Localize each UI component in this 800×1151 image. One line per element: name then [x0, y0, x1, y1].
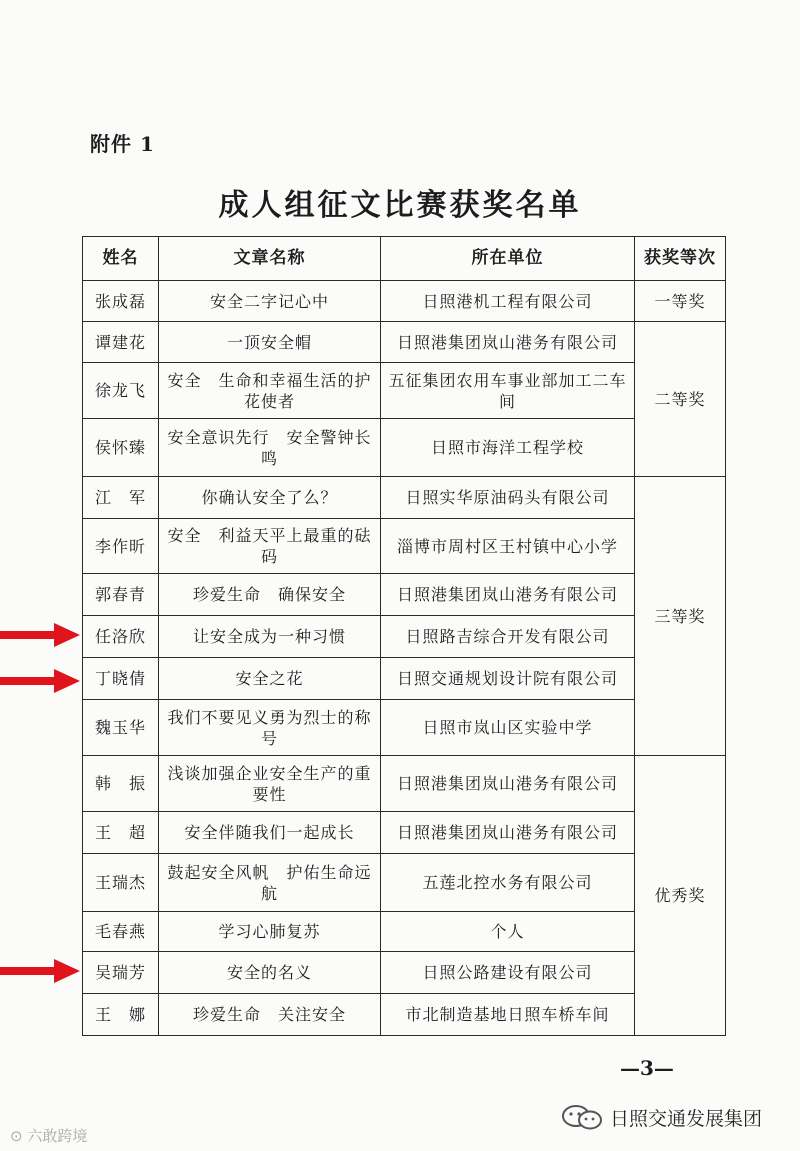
cell-name: 任洛欣 — [83, 616, 159, 658]
cell-unit: 日照港集团岚山港务有限公司 — [381, 756, 635, 812]
table-row — [83, 616, 726, 658]
cell-unit: 市北制造基地日照车桥车间 — [381, 994, 635, 1036]
attachment-label: 附件 1 — [90, 132, 155, 156]
cell-unit: 淄博市周村区王村镇中心小学 — [381, 519, 635, 574]
cell-article: 让安全成为一种习惯 — [159, 616, 381, 658]
table-row — [83, 700, 726, 756]
cell-unit: 日照市岚山区实验中学 — [381, 700, 635, 756]
table-row — [83, 419, 726, 477]
cell-award-first: 一等奖 — [635, 281, 726, 322]
cell-name: 王 超 — [83, 812, 159, 854]
table-row — [83, 658, 726, 700]
cell-article: 你确认安全了么？ — [159, 477, 381, 519]
cell-article: 安全二字记心中 — [159, 281, 381, 322]
cell-article: 安全之花 — [159, 658, 381, 700]
header-unit: 所在单位 — [381, 237, 635, 281]
watermark-right-text: 日照交通发展集团 — [610, 1107, 763, 1130]
header-award: 获奖等次 — [635, 237, 726, 281]
cell-unit: 日照公路建设有限公司 — [381, 952, 635, 994]
cell-name: 王瑞杰 — [83, 854, 159, 912]
page-number: —3— — [620, 1056, 674, 1080]
cell-article: 安全 利益天平上最重的砝码 — [159, 519, 381, 574]
table-row — [83, 994, 726, 1036]
cell-name: 李作昕 — [83, 519, 159, 574]
cell-name: 魏玉华 — [83, 700, 159, 756]
cell-name: 徐龙飞 — [83, 363, 159, 419]
cell-unit: 日照港集团岚山港务有限公司 — [381, 322, 635, 363]
cell-article: 学习心肺复苏 — [159, 912, 381, 952]
cell-name: 王 娜 — [83, 994, 159, 1036]
cell-unit: 日照港集团岚山港务有限公司 — [381, 574, 635, 616]
cell-unit: 日照港集团岚山港务有限公司 — [381, 812, 635, 854]
watermark-logo-icon: ⊙ — [10, 1127, 28, 1145]
wechat-logo-icon — [560, 1103, 604, 1131]
cell-article: 安全意识先行 安全警钟长鸣 — [159, 419, 381, 477]
cell-name: 吴瑞芳 — [83, 952, 159, 994]
page-title: 成人组征文比赛获奖名单 — [218, 188, 582, 223]
table-row — [83, 322, 726, 363]
cell-name: 毛春燕 — [83, 912, 159, 952]
table-row — [83, 812, 726, 854]
cell-unit: 日照交通规划设计院有限公司 — [381, 658, 635, 700]
cell-name: 丁晓倩 — [83, 658, 159, 700]
header-article: 文章名称 — [159, 237, 381, 281]
cell-award-excellent: 优秀奖 — [635, 756, 726, 1036]
cell-name: 郭春青 — [83, 574, 159, 616]
cell-unit: 日照实华原油码头有限公司 — [381, 477, 635, 519]
table-header-row — [83, 237, 726, 281]
cell-name: 韩 振 — [83, 756, 159, 812]
cell-unit: 个人 — [381, 912, 635, 952]
cell-award-third: 三等奖 — [635, 477, 726, 756]
cell-article: 浅谈加强企业安全生产的重要性 — [159, 756, 381, 812]
cell-article: 我们不要见义勇为烈士的称号 — [159, 700, 381, 756]
cell-unit: 日照市海洋工程学校 — [381, 419, 635, 477]
table-row — [83, 519, 726, 574]
watermark-left — [10, 1125, 87, 1146]
table-row — [83, 854, 726, 912]
watermark-right — [560, 1103, 790, 1131]
cell-article: 一顶安全帽 — [159, 322, 381, 363]
cell-unit: 日照港机工程有限公司 — [381, 281, 635, 322]
table-row — [83, 281, 726, 322]
red-arrow-icon — [0, 668, 80, 694]
table-row — [83, 912, 726, 952]
award-table — [82, 236, 726, 1036]
table-row — [83, 952, 726, 994]
cell-name: 江 军 — [83, 477, 159, 519]
cell-article: 珍爱生命 关注安全 — [159, 994, 381, 1036]
cell-unit: 五莲北控水务有限公司 — [381, 854, 635, 912]
table-row — [83, 477, 726, 519]
cell-article: 安全的名义 — [159, 952, 381, 994]
cell-article: 鼓起安全风帆 护佑生命远航 — [159, 854, 381, 912]
cell-unit: 日照路吉综合开发有限公司 — [381, 616, 635, 658]
cell-unit: 五征集团农用车事业部加工二车间 — [381, 363, 635, 419]
cell-name: 张成磊 — [83, 281, 159, 322]
table-row — [83, 363, 726, 419]
watermark-left-text: 六敢跨境 — [27, 1127, 88, 1145]
red-arrow-icon — [0, 958, 80, 984]
cell-award-second: 二等奖 — [635, 322, 726, 477]
header-name: 姓名 — [83, 237, 159, 281]
cell-article: 安全伴随我们一起成长 — [159, 812, 381, 854]
cell-name: 侯怀臻 — [83, 419, 159, 477]
red-arrow-icon — [0, 622, 80, 648]
table-row — [83, 574, 726, 616]
cell-article: 安全 生命和幸福生活的护花使者 — [159, 363, 381, 419]
cell-name: 谭建花 — [83, 322, 159, 363]
cell-article: 珍爱生命 确保安全 — [159, 574, 381, 616]
table-row — [83, 756, 726, 812]
